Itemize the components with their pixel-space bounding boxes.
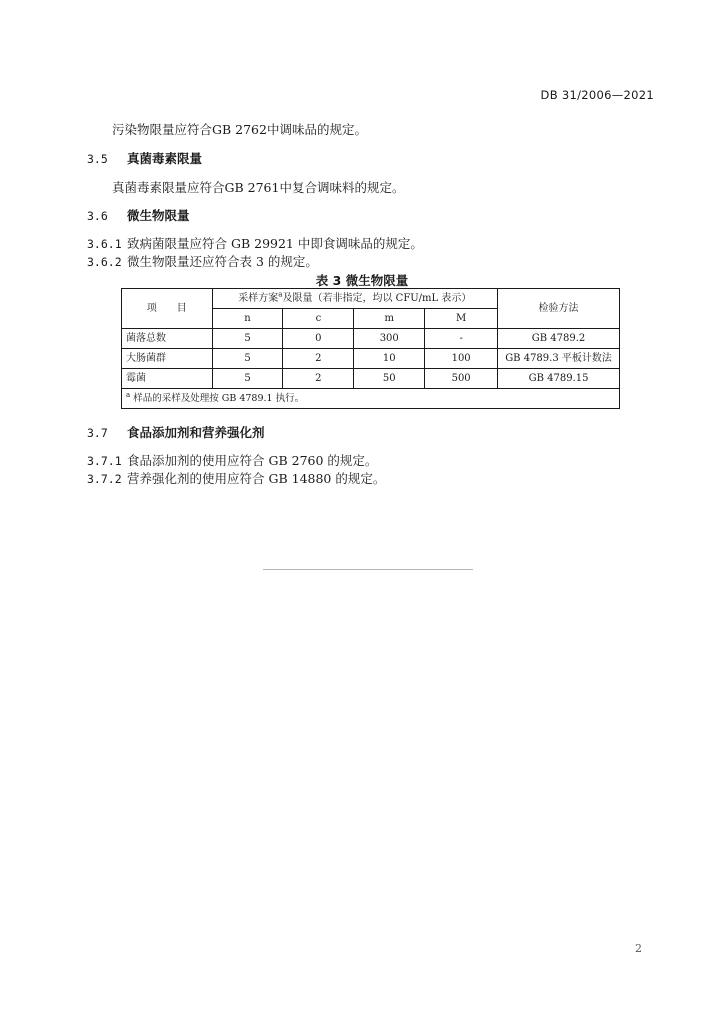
section-3-7-heading [87, 423, 265, 441]
table-header-row [122, 289, 620, 309]
paragraph-contaminants: 污染物限量应符合GB 2762中调味品的规定。 [112, 122, 367, 137]
clause-3-7-2 [87, 469, 385, 487]
cell-n: 5 [212, 329, 283, 349]
section-number: 3.6 [87, 209, 108, 223]
cell-n: 5 [212, 349, 283, 369]
section-number: 3.5 [87, 152, 108, 166]
cell-n: 5 [212, 369, 283, 389]
header-method: 检验方法 [498, 289, 620, 329]
subheader-M: M [425, 309, 498, 329]
clause-3-6-1 [87, 234, 423, 252]
cell-method: GB 4789.3 平板计数法 [498, 349, 620, 369]
cell-M: - [425, 329, 498, 349]
cell-m: 300 [354, 329, 425, 349]
section-title: 微生物限量 [127, 208, 190, 223]
footnote-marker: a [278, 290, 283, 299]
clause-text: 营养强化剂的使用应符合 GB 14880 的规定。 [127, 471, 386, 486]
table-row [122, 329, 620, 349]
cell-m: 50 [354, 369, 425, 389]
header-sampling-pre: 采样方案 [238, 293, 279, 304]
end-rule [263, 569, 473, 570]
table-footnote-row [122, 389, 620, 409]
header-sampling-post: 及限量（若非指定，均以 CFU/mL 表示） [282, 293, 472, 304]
header-sampling-plan [212, 289, 498, 309]
subheader-n: n [212, 309, 283, 329]
section-title: 真菌毒素限量 [127, 151, 203, 166]
cell-M: 100 [425, 349, 498, 369]
subheader-m: m [354, 309, 425, 329]
section-3-6-heading [87, 206, 190, 224]
paragraph-mycotoxin: 真菌毒素限量应符合GB 2761中复合调味料的规定。 [112, 180, 405, 195]
standard-number: DB 31/2006—2021 [540, 88, 654, 102]
subheader-c: c [283, 309, 354, 329]
cell-M: 500 [425, 369, 498, 389]
section-number: 3.7 [87, 426, 108, 440]
cell-item: 霉菌 [122, 369, 213, 389]
cell-item: 菌落总数 [122, 329, 213, 349]
page-number: 2 [635, 942, 642, 955]
footnote-marker: a [126, 390, 131, 399]
clause-text: 食品添加剂的使用应符合 GB 2760 的规定。 [127, 453, 378, 468]
cell-c: 2 [283, 369, 354, 389]
clause-3-6-2 [87, 252, 318, 270]
table-row [122, 369, 620, 389]
table-title: 表 3 微生物限量 [315, 273, 409, 288]
cell-item: 大肠菌群 [122, 349, 213, 369]
cell-method: GB 4789.2 [498, 329, 620, 349]
clause-number: 3.7.2 [87, 472, 122, 486]
clause-text: 致病菌限量应符合 GB 29921 中即食调味品的规定。 [127, 236, 423, 251]
cell-m: 10 [354, 349, 425, 369]
cell-method: GB 4789.15 [498, 369, 620, 389]
table-footnote [122, 389, 620, 409]
section-title: 食品添加剂和营养强化剂 [127, 425, 265, 440]
clause-number: 3.6.2 [87, 255, 122, 269]
clause-text: 微生物限量还应符合表 3 的规定。 [127, 254, 318, 269]
header-item: 项 目 [122, 289, 213, 329]
clause-number: 3.6.1 [87, 237, 122, 251]
table-row [122, 349, 620, 369]
microbial-limits-table [121, 288, 620, 409]
footnote-text: 样品的采样及处理按 GB 4789.1 执行。 [133, 393, 305, 404]
clause-number: 3.7.1 [87, 454, 122, 468]
section-3-5-heading [87, 149, 202, 167]
cell-c: 2 [283, 349, 354, 369]
cell-c: 0 [283, 329, 354, 349]
clause-3-7-1 [87, 451, 377, 469]
